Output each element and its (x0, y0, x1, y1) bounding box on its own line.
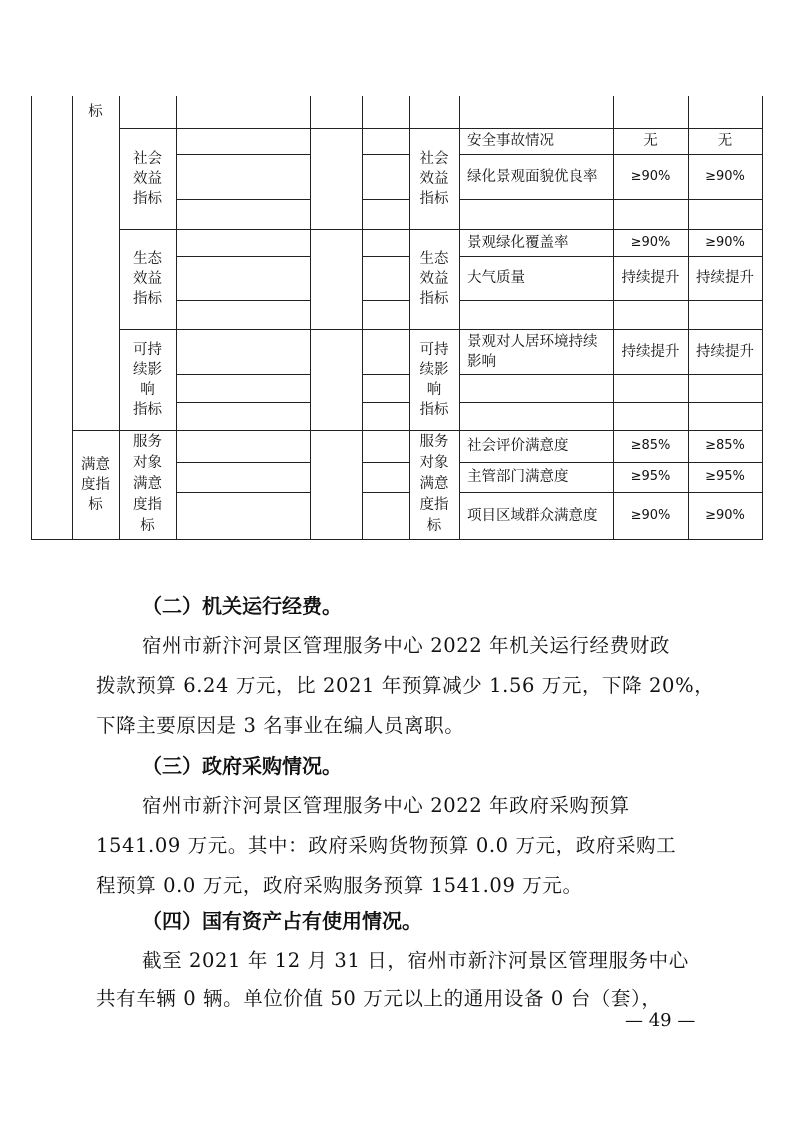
table-row-line (176, 462, 310, 463)
paragraph-line: 1541.09 万元。其中：政府采购货物预算 0.0 万元，政府采购工 (96, 834, 677, 857)
actual-value: ≥90% (705, 168, 745, 184)
section-heading: （二）机关运行经费。 (142, 594, 342, 618)
table-row-line (362, 374, 409, 375)
table-row-line (362, 402, 409, 403)
table-row-line (459, 300, 763, 301)
table-row-line (176, 199, 310, 200)
indicator-name: 景观绿化覆盖率 (467, 234, 569, 251)
indicator-name: 安全事故情况 (467, 133, 554, 149)
left-indicator-cell: 社会 效益 指标 (133, 150, 162, 207)
table-row-line (459, 402, 763, 403)
target-value: ≥95% (630, 469, 671, 484)
section-heading: （三）政府采购情况。 (142, 754, 342, 778)
target-value: ≥90% (630, 234, 671, 250)
right-indicator-cell: 可持 续影 响 指标 (419, 341, 449, 418)
left-indicator-cell: 生态 效益 指标 (133, 251, 162, 307)
right-indicator-cell: 社会 效益 指标 (419, 150, 449, 207)
table-border-right (762, 96, 763, 539)
left-indicator-cell: 可持 续影 响 指标 (133, 341, 162, 418)
paragraph-line: 拨款预算 6.24 万元，比 2021 年预算减少 1.56 万元，下降 20%， (96, 674, 715, 697)
target-value: 持续提升 (621, 270, 680, 286)
target-value: ≥85% (630, 438, 671, 453)
actual-value: ≥90% (705, 507, 745, 523)
table-col-line (362, 96, 363, 539)
paragraph-line: 截至 2021 年 12 月 31 日，宿州市新汴河景区管理服务中心 (142, 949, 689, 972)
indicator-name: 大气质量 (467, 270, 525, 286)
paragraph-line: 程预算 0.0 万元，政府采购服务预算 1541.09 万元。 (96, 874, 583, 897)
actual-value: ≥85% (705, 438, 745, 453)
indicator-name: 主管部门满意度 (467, 469, 569, 485)
table-row-line (459, 199, 763, 200)
table-row-line (362, 199, 409, 200)
table-row-line (362, 492, 409, 493)
table-row-line (362, 154, 409, 155)
left-indicator-cell: 服务 对象 满意 度指 标 (133, 434, 162, 534)
indicator-name: 绿化景观面貌优良率 (467, 168, 598, 185)
indicator-name: 社会评价满意度 (467, 438, 569, 454)
table-row-line (176, 402, 310, 403)
page-number: — 49 — (625, 1010, 696, 1031)
indicator-name: 项目区域群众满意度 (467, 507, 598, 524)
actual-value: ≥95% (705, 469, 745, 484)
performance-indicator-table (0, 0, 793, 560)
table-row-line (176, 256, 310, 257)
section-heading: （四）国有资产占有使用情况。 (142, 909, 422, 933)
table-row-line (176, 374, 310, 375)
table-row-line (176, 300, 310, 301)
table-row-line (459, 374, 763, 375)
table-col-line (176, 96, 177, 539)
right-indicator-cell: 服务 对象 满意 度指 标 (419, 434, 449, 534)
table-border-bottom (31, 539, 763, 540)
paragraph-line: 共有车辆 0 辆。单位价值 50 万元以上的通用设备 0 台（套）， (96, 987, 662, 1010)
paragraph-line: 宿州市新汴河景区管理服务中心 2022 年政府采购预算 (142, 794, 630, 817)
table-row-line (362, 462, 409, 463)
actual-value: 无 (717, 133, 733, 149)
paragraph-line: 下降主要原因是 3 名事业在编人员离职。 (96, 714, 465, 737)
actual-value: 持续提升 (696, 270, 754, 286)
table-border-left (31, 96, 32, 539)
table-row-line (176, 154, 310, 155)
dimension-cell: 满意 度指 标 (81, 456, 110, 513)
actual-value: 持续提升 (696, 343, 754, 360)
target-value: 持续提升 (621, 343, 680, 360)
table-row-line (362, 256, 409, 257)
target-value: ≥90% (630, 168, 671, 184)
actual-value: ≥90% (705, 234, 745, 250)
indicator-name: 景观对人居环境持续影响 (467, 333, 598, 370)
table-row-line (362, 300, 409, 301)
right-indicator-cell: 生态 效益 指标 (419, 251, 449, 307)
table-col-line (310, 96, 311, 539)
indicator-fragment: 标 (88, 104, 103, 120)
paragraph-line: 宿州市新汴河景区管理服务中心 2022 年机关运行经费财政 (142, 634, 670, 657)
target-value: 无 (643, 133, 658, 149)
target-value: ≥90% (630, 507, 671, 523)
table-row-line (176, 492, 310, 493)
